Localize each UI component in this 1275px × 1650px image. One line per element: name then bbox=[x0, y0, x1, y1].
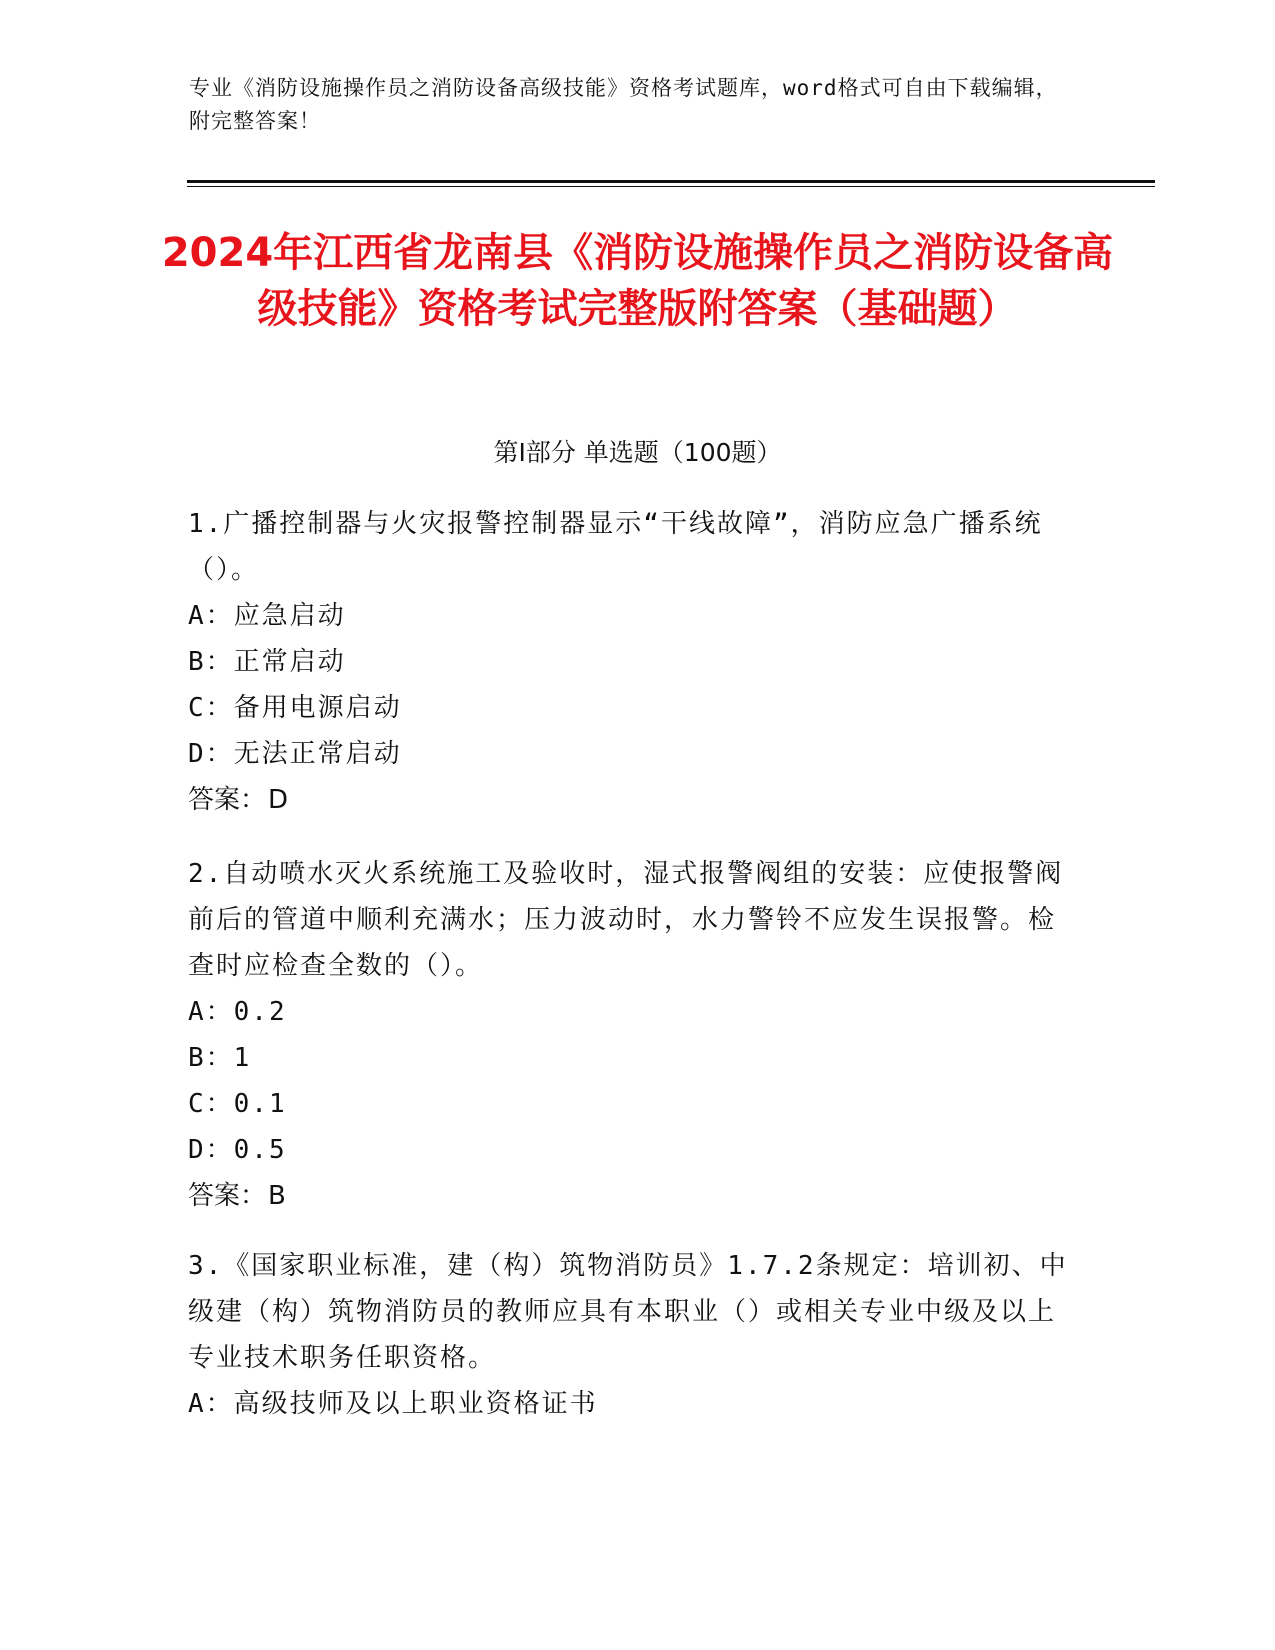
question-3 bbox=[188, 1243, 1078, 1427]
option-a: A：高级技师及以上职业资格证书 bbox=[188, 1389, 598, 1419]
header-note: 专业《消防设施操作员之消防设备高级技能》资格考试题库，word格式可自由下载编辑，附完整答案！ bbox=[189, 76, 1058, 133]
option-b: B：1 bbox=[188, 1043, 252, 1073]
question-1 bbox=[188, 501, 1078, 823]
answer-label: 答案： bbox=[188, 785, 267, 815]
option-d: D：无法正常启动 bbox=[188, 739, 402, 769]
option-d: D：0.5 bbox=[188, 1135, 287, 1165]
section-heading: 第Ⅰ部分 单选题（100题） bbox=[493, 438, 782, 467]
question-2 bbox=[188, 851, 1078, 1219]
answer-label: 答案： bbox=[188, 1181, 267, 1211]
option-a: A：0.2 bbox=[188, 997, 287, 1027]
question-text: 1.广播控制器与火灾报警控制器显示“干线故障”，消防应急广播系统（）。 bbox=[188, 509, 1043, 585]
question-text: 3.《国家职业标准，建（构）筑物消防员》1.7.2条规定：培训初、中级建（构）筑物消防员的教师应具有本职业（）或相关专业中级及以上专业技术职务任职资格。 bbox=[188, 1251, 1068, 1373]
document-title: 2024年江西省龙南县《消防设施操作员之消防设备高级技能》资格考试完整版附答案（基础题） bbox=[161, 230, 1114, 332]
option-b: B：正常启动 bbox=[188, 647, 346, 677]
header-rule-thin bbox=[187, 186, 1155, 187]
answer-value: B bbox=[268, 1181, 286, 1211]
answer-line bbox=[188, 1173, 1078, 1219]
option-c: C：0.1 bbox=[188, 1089, 287, 1119]
header-rule-thick bbox=[187, 180, 1155, 183]
option-a: A：应急启动 bbox=[188, 601, 346, 631]
question-text: 2.自动喷水灭火系统施工及验收时，湿式报警阀组的安装：应使报警阀前后的管道中顺利充满水；压力波动时，水力警铃不应发生误报警。检查时应检查全数的（）。 bbox=[188, 859, 1064, 981]
answer-value: D bbox=[268, 785, 289, 815]
option-c: C：备用电源启动 bbox=[188, 693, 402, 723]
answer-line bbox=[188, 777, 1078, 823]
